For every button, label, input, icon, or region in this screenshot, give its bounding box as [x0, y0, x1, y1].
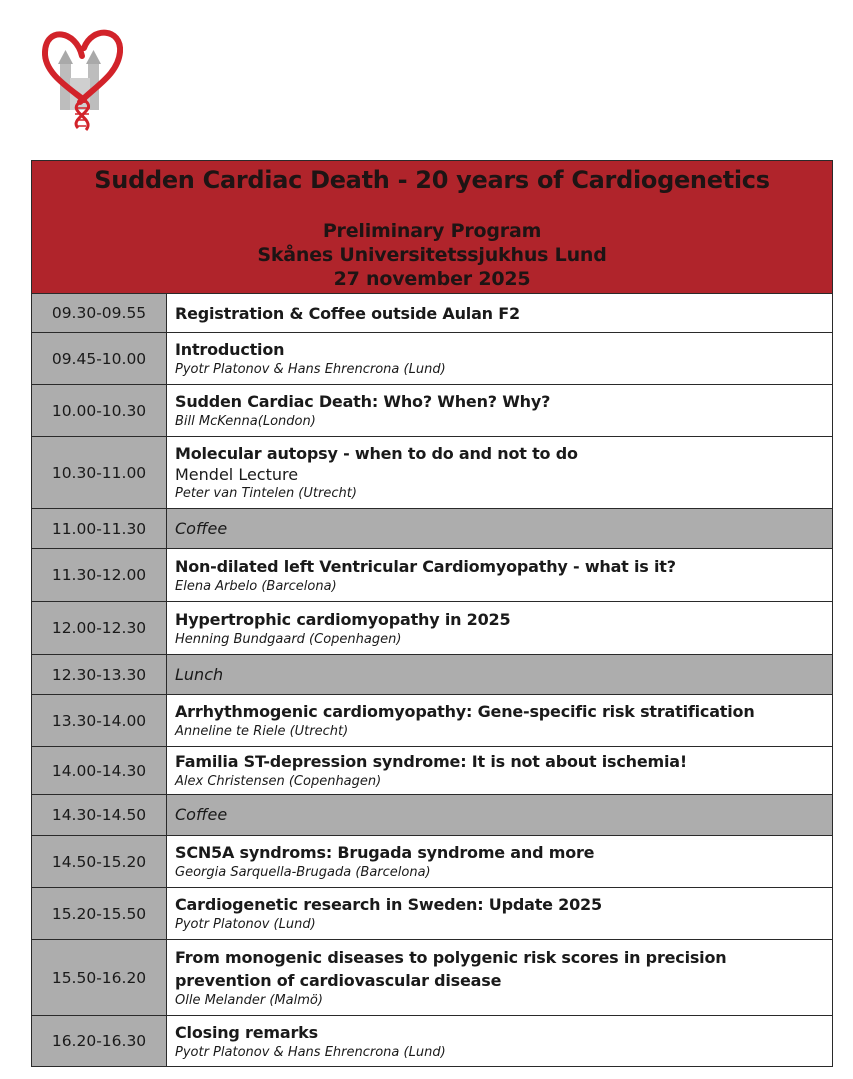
heart-dna-logo-icon: [40, 22, 125, 134]
program-subtitle: Preliminary Program: [322, 220, 542, 242]
table-row: [32, 655, 832, 695]
session-note: Mendel Lecture: [175, 465, 299, 484]
session-title: Introduction: [175, 340, 285, 359]
time-cell: 15.50-16.20: [32, 940, 167, 1015]
speaker: Pyotr Platonov & Hans Ehrencrona (Lund): [175, 1044, 446, 1060]
table-row: [32, 1016, 832, 1066]
session-title: SCN5A syndroms: Brugada syndrome and more: [175, 843, 595, 862]
time-cell: 11.30-12.00: [32, 549, 167, 601]
time-cell: 09.30-09.55: [32, 294, 167, 332]
table-row: [32, 294, 832, 333]
table-row: [32, 385, 832, 437]
speaker: Alex Christensen (Copenhagen): [175, 774, 382, 789]
time-cell: 14.50-15.20: [32, 836, 167, 887]
table-row: [32, 437, 832, 509]
table-row: [32, 836, 832, 888]
speaker: Olle Melander (Malmö): [175, 992, 323, 1008]
session-title: Familia ST-depression syndrome: It is not about ischemia!: [175, 752, 687, 771]
table-row: [32, 695, 832, 747]
session-title: From monogenic diseases to polygenic risk scores in precision prevention of cardiovascular disease: [175, 947, 727, 990]
session-title: Hypertrophic cardiomyopathy in 2025: [175, 609, 511, 629]
break-label: Lunch: [175, 664, 224, 684]
speaker: Peter van Tintelen (Utrecht): [175, 486, 357, 501]
time-cell: 13.30-14.00: [32, 695, 167, 746]
session-title: Cardiogenetic research in Sweden: Update 2025: [175, 895, 602, 914]
table-row: [32, 747, 832, 795]
program-venue: Skånes Universitetssjukhus Lund: [257, 244, 607, 266]
speaker: Georgia Sarquella-Brugada (Barcelona): [175, 865, 431, 880]
speaker: Pyotr Platonov & Hans Ehrencrona (Lund): [175, 362, 446, 377]
program-header: [32, 161, 832, 294]
session-title: Arrhythmogenic cardiomyopathy: Gene-specific risk stratification: [175, 702, 755, 721]
table-row: [32, 509, 832, 549]
speaker: Henning Bundgaard (Copenhagen): [175, 631, 402, 647]
session-title: Closing remarks: [175, 1022, 318, 1042]
time-cell: 09.45-10.00: [32, 333, 167, 384]
table-row: [32, 795, 832, 836]
program-date: 27 november 2025: [333, 268, 531, 290]
table-row: [32, 940, 832, 1016]
table-row: [32, 602, 832, 655]
program-title: Sudden Cardiac Death - 20 years of Cardiogenetics: [94, 166, 770, 194]
table-row: [32, 888, 832, 940]
session-title: Non-dilated left Ventricular Cardiomyopathy - what is it?: [175, 556, 676, 576]
time-cell: 14.00-14.30: [32, 747, 167, 794]
break-label: Coffee: [175, 518, 228, 538]
time-cell: 14.30-14.50: [32, 795, 167, 835]
speaker: Bill McKenna(London): [175, 414, 316, 429]
session-title: Molecular autopsy - when to do and not to do: [175, 444, 578, 463]
time-cell: 16.20-16.30: [32, 1016, 167, 1066]
time-cell: 12.30-13.30: [32, 655, 167, 694]
time-cell: 12.00-12.30: [32, 602, 167, 654]
speaker: Elena Arbelo (Barcelona): [175, 578, 337, 594]
program-table: [31, 160, 833, 1067]
table-row: [32, 333, 832, 385]
session-title: Registration & Coffee outside Aulan F2: [175, 303, 520, 323]
speaker: Pyotr Platonov (Lund): [175, 917, 316, 932]
time-cell: 10.30-11.00: [32, 437, 167, 508]
time-cell: 11.00-11.30: [32, 509, 167, 548]
session-title: Sudden Cardiac Death: Who? When? Why?: [175, 392, 551, 411]
time-cell: 15.20-15.50: [32, 888, 167, 939]
break-label: Coffee: [175, 805, 228, 824]
speaker: Anneline te Riele (Utrecht): [175, 724, 349, 739]
time-cell: 10.00-10.30: [32, 385, 167, 436]
table-row: [32, 549, 832, 602]
